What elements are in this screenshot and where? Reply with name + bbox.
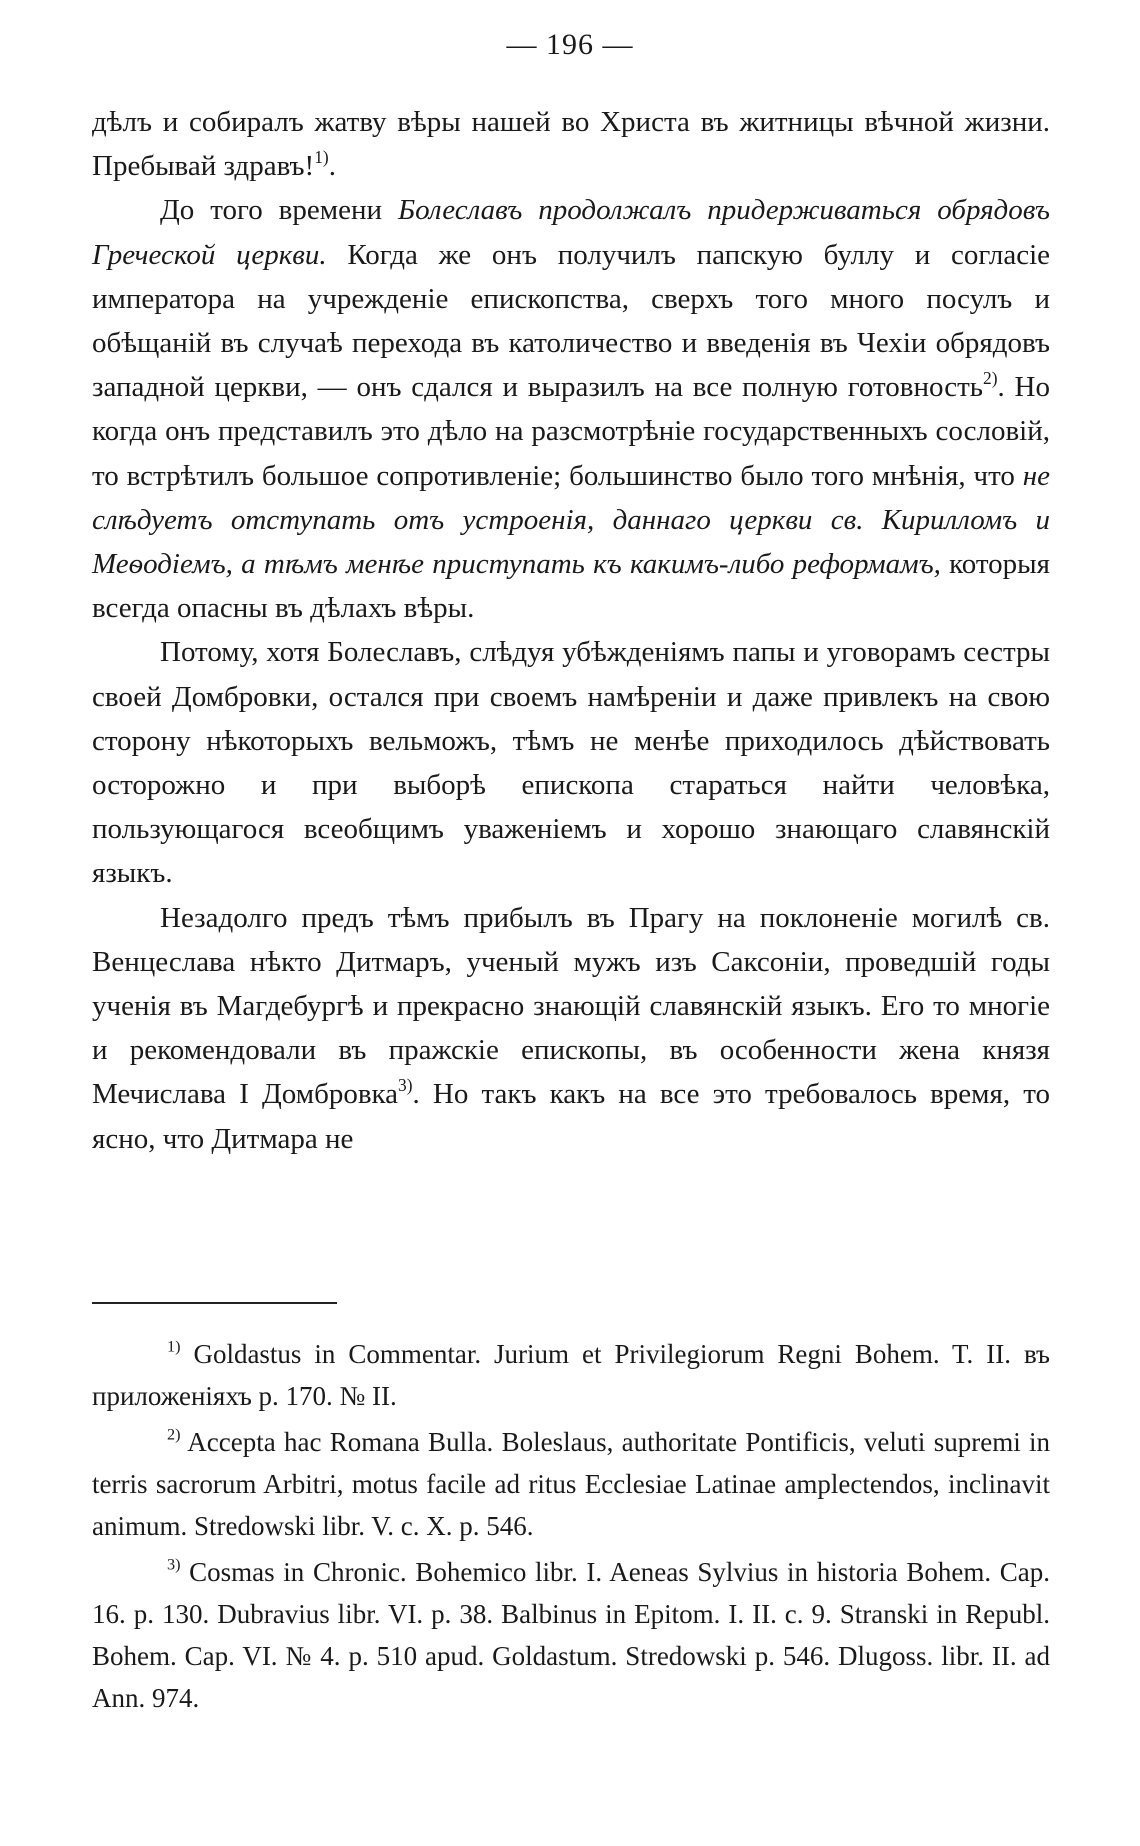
paragraph-2-text-a: До того времени [160,194,398,227]
footnotes [92,1333,1050,1723]
paragraph-2-italic-e: не слѣдуетъ отступать отъ устроенія, даннаго церкви св. Кирилломъ и Меѳодіемъ, а тѣмъ менѣе приступать къ какимъ-либо реформамъ, [92,459,1050,581]
footnote-mark: 3) [167,1555,181,1574]
paragraph-2-text-d: . Но когда онъ представилъ это дѣло на разсмотрѣніе государственныхъ сословій, то встрѣтилъ большое сопротивленіе; большинство было того мнѣнія, что [92,371,1050,492]
footnote-2 [92,1421,1050,1547]
footnote-mark: 1) [167,1337,181,1356]
footnote-divider [92,1302,337,1304]
main-text [92,100,1050,1161]
paragraph-1-text: дѣлъ и собиралъ жатву вѣры нашей во Христа въ житницы вѣчной жизни. Пребывай здравъ! [92,106,1050,183]
footnote-3 [92,1551,1050,1719]
footnote-ref-1: 1) [314,147,329,168]
paragraph-4 [92,896,1050,1161]
footnote-text: Goldastus in Commentar. Jurium et Privilegiorum Regni Bohem. T. II. въ приложеніяхъ p. 170. № II. [92,1339,1050,1411]
paragraph-2-italic-b: Болеславъ продолжалъ придерживаться обрядовъ Греческой церкви. [92,194,1050,271]
footnote-1 [92,1333,1050,1417]
page-number: — 196 — [506,28,634,61]
footnote-text: Accepta hac Romana Bulla. Boleslaus, authoritate Pontificis, veluti supremi in terris sacrorum Arbitri, motus facile ad ritus Ecclesiae Latinae amplectendos, inclinavit animum. Stredowski libr. V. c. X. p. 546. [92,1427,1050,1541]
paragraph-2-text-f: которыя всегда опасны въ дѣлахъ вѣры. [92,548,1051,625]
paragraph-2 [92,188,1050,630]
paragraph-2-text-c: Когда же онъ получилъ папскую буллу и согласіе императора на учрежденіе епископства, сверхъ того много посулъ и обѣщаній въ случаѣ перехода въ католичество и введенія въ Чехіи обрядовъ западной церкви, — онъ сдался и выразилъ на все полную готовность [92,238,1050,404]
footnote-mark: 2) [167,1425,181,1444]
paragraph-3: Потому, хотя Болеславъ, слѣдуя убѣжденіямъ папы и уговорамъ сестры своей Домбровки, остался при своемъ намѣреніи и даже привлекъ на свою сторону нѣкоторыхъ вельможъ, тѣмъ не менѣе приходилось дѣйствовать осторожно и при выборѣ епископа стараться найти человѣка, пользующагося всеобщимъ уваженіемъ и хорошо знающаго славянскій языкъ. [92,636,1050,890]
footnote-ref-2: 2) [983,368,998,389]
footnote-ref-3: 3) [398,1075,413,1096]
paragraph-4-text-b: . Но такъ какъ на все это требовалось время, то ясно, что Дитмара не [92,1078,1050,1155]
paragraph-4-text-a: Незадолго предъ тѣмъ прибылъ въ Прагу на поклоненіе могилѣ св. Венцеслава нѣкто Дитмаръ, ученый мужъ изъ Саксоніи, проведшій годы ученія въ Магдебургѣ и прекрасно знающій славянскій языкъ. Его то многіе и рекомендовали въ пражскіе епископы, въ особенности жена князя Мечислава I Домбровка [92,901,1050,1111]
footnote-text: Cosmas in Chronic. Bohemico libr. I. Aeneas Sylvius in historia Bohem. Cap. 16. p. 130. Dubravius libr. VI. p. 38. Balbinus in Epitom. I. II. c. 9. Stranski in Republ. Bohem. Cap. VI. № 4. p. 510 apud. Goldastum. Stredowski p. 546. Dlugoss. libr. II. ad Ann. 974. [92,1557,1050,1713]
paragraph-1: дѣлъ и собиралъ жатву вѣры нашей во Христа въ житницы вѣчной жизни. Пребывай здравъ!$^{1)}$. [92,106,1050,183]
